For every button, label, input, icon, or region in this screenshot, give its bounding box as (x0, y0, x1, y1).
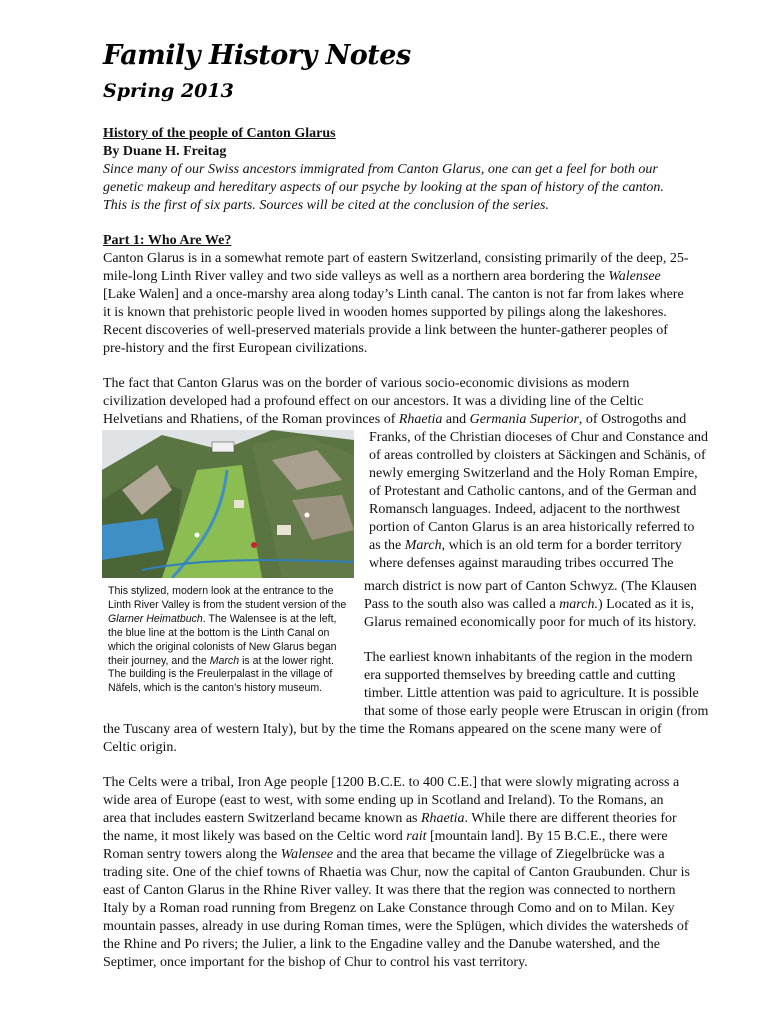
text-run: . While there are different theories for (464, 811, 677, 826)
paragraph-line (364, 596, 694, 614)
intro-line: genetic makeup and hereditary aspects of our psyche by looking at the span of history of the canton. (103, 180, 664, 195)
text-run: ) Located as it is, (597, 597, 694, 612)
term-march: March (404, 538, 442, 553)
text-run: mile-long Linth River valley and two side valleys as well as a northern area bordering the (103, 269, 609, 284)
intro-line: This is the first of six parts. Sources will be cited at the conclusion of the series. (103, 198, 549, 213)
term-rait: rait (406, 829, 427, 844)
paragraph-line (103, 828, 668, 846)
term-walensee: Walensee (280, 847, 334, 862)
paragraph-line: where defenses against marauding tribes occurred The (369, 556, 674, 571)
paragraph-line: Franks, of the Christian dioceses of Chur and Constance and (369, 430, 709, 445)
paragraph-line: of Protestant and Catholic cantons, and of the German and (369, 484, 697, 499)
text-run: as the (369, 538, 405, 553)
paragraph-line (103, 268, 661, 286)
paragraph-line: Italy by a Roman road running from Bregenz on Lake Constance through Como and on to Milan. Key (103, 901, 675, 916)
byline: By Duane H. Freitag (103, 144, 227, 159)
term-germania-superior: Germania Superior (469, 412, 579, 427)
text-run: and the area that became the village of Ziegelbrücke was a (333, 847, 665, 862)
paragraph-line: civilization developed had a profound effect on our ancestors. It was a dividing line of the Celtic (103, 394, 644, 409)
caption-march: March (209, 654, 240, 667)
text-run: [mountain land]. By 15 B.C.E., there were (426, 829, 668, 844)
issue-date: Spring 2013 (103, 80, 234, 102)
paragraph-line: mountain passes, already in use during Roman times, were the Splügen, which divides the watersheds of (103, 919, 689, 934)
newsletter-title: Family History Notes (103, 40, 411, 71)
paragraph-line: trading site. One of the chief towns of Rhaetia was Chur, now the capital of Canton Graubunden. Chur is (103, 865, 690, 880)
paragraph-line: that some of those early people were Etruscan in origin (from (364, 704, 709, 719)
paragraph-line: The earliest known inhabitants of the region in the modern (364, 650, 693, 665)
caption-text: This stylized, modern look at the entrance to the Linth River Valley is from the student version of the (108, 585, 347, 611)
paragraph-line: march district is now part of Canton Schwyz. (The Klausen (364, 579, 697, 594)
text-run: and (442, 412, 470, 427)
part-heading: Part 1: Who Are We? (103, 233, 232, 248)
paragraph-line: of areas controlled by cloisters at Säckingen and Schänis, of (369, 448, 706, 463)
paragraph-line: [Lake Walen] and a once-marshy area along today’s Linth canal. The canton is not far from lakes where (103, 287, 684, 302)
paragraph-line: Septimer, once important for the bishop of Chur to control his vast territory. (103, 955, 528, 970)
paragraph-line: Recent discoveries of well-preserved materials provide a link between the hunter-gatherer peoples of (103, 323, 668, 338)
article-heading: History of the people of Canton Glarus (103, 126, 336, 141)
paragraph-line: wide area of Europe (east to west, with some ending up in Scotland and Ireland). To the Romans, an (103, 793, 664, 808)
paragraph-line: the Rhine and Po rivers; the Julier, a link to the Engadine valley and the Danube watershed, and the (103, 937, 660, 952)
term-march: march. (559, 597, 598, 612)
term-rhaetia: Rhaetia (420, 811, 465, 826)
valley-illustration (102, 430, 354, 578)
paragraph-line: The fact that Canton Glarus was on the border of various socio-economic divisions as modern (103, 376, 630, 391)
paragraph-line: Celtic origin. (103, 740, 177, 755)
paragraph-line (103, 810, 677, 828)
paragraph-line (103, 846, 665, 864)
text-run: , which is an old term for a border territory (441, 538, 682, 553)
paragraph-line: Romansch languages. Indeed, adjacent to the northwest (369, 502, 681, 517)
term-walensee: Walensee (608, 269, 661, 284)
paragraph-line: pre-history and the first European civilizations. (103, 341, 368, 356)
paragraph-line: era supported themselves by breeding cattle and cutting (364, 668, 676, 683)
caption-text: is at the lower right. The building is the Freulerpalast in the village of Näfels, which is the canton’s history museum. (108, 654, 334, 695)
paragraph-line: Glarus remained economically poor for much of its history. (364, 615, 697, 630)
paragraph-line: the Tuscany area of western Italy), but by the time the Romans appeared on the scene many were of (103, 722, 662, 737)
paragraph-line (103, 411, 686, 429)
paragraph-line: Canton Glarus is in a somewhat remote part of eastern Switzerland, consisting primarily of the deep, 25- (103, 251, 689, 266)
valley-map-image (102, 430, 354, 578)
text-run: Helvetians and Rhatiens, of the Roman provinces of (103, 412, 399, 427)
paragraph-line (369, 537, 682, 555)
figure-caption (108, 585, 352, 696)
text-run: Roman sentry towers along the (103, 847, 281, 862)
text-run: Pass to the south also was called a (364, 597, 560, 612)
paragraph-line: it is known that prehistoric people lived in wooden homes supported by pilings along the lakeshores. (103, 305, 667, 320)
intro-line: Since many of our Swiss ancestors immigrated from Canton Glarus, one can get a feel for both our (103, 162, 658, 177)
paragraph-line: east of Canton Glarus in the Rhine River valley. It was there that the region was connected to northern (103, 883, 676, 898)
paragraph-line: portion of Canton Glarus is an area historically referred to (369, 520, 695, 535)
paragraph-line: timber. Little attention was paid to agriculture. It is possible (364, 686, 699, 701)
text-run: area that includes eastern Switzerland became known as (103, 811, 421, 826)
caption-text: . The Walensee is at the left, the blue line at the bottom is the Linth Canal on which the original colonists of New Glarus began their journey, and the (108, 612, 337, 667)
text-run: , of Ostrogoths and (578, 412, 687, 427)
term-rhaetia: Rhaetia (398, 412, 443, 427)
paragraph-line: newly emerging Switzerland and the Holy Roman Empire, (369, 466, 698, 481)
caption-book-title: Glarner Heimatbuch (108, 612, 203, 625)
text-run: the name, it most likely was based on the Celtic word (103, 829, 407, 844)
paragraph-line: The Celts were a tribal, Iron Age people [1200 B.C.E. to 400 C.E.] that were slowly migrating across a (103, 775, 680, 790)
